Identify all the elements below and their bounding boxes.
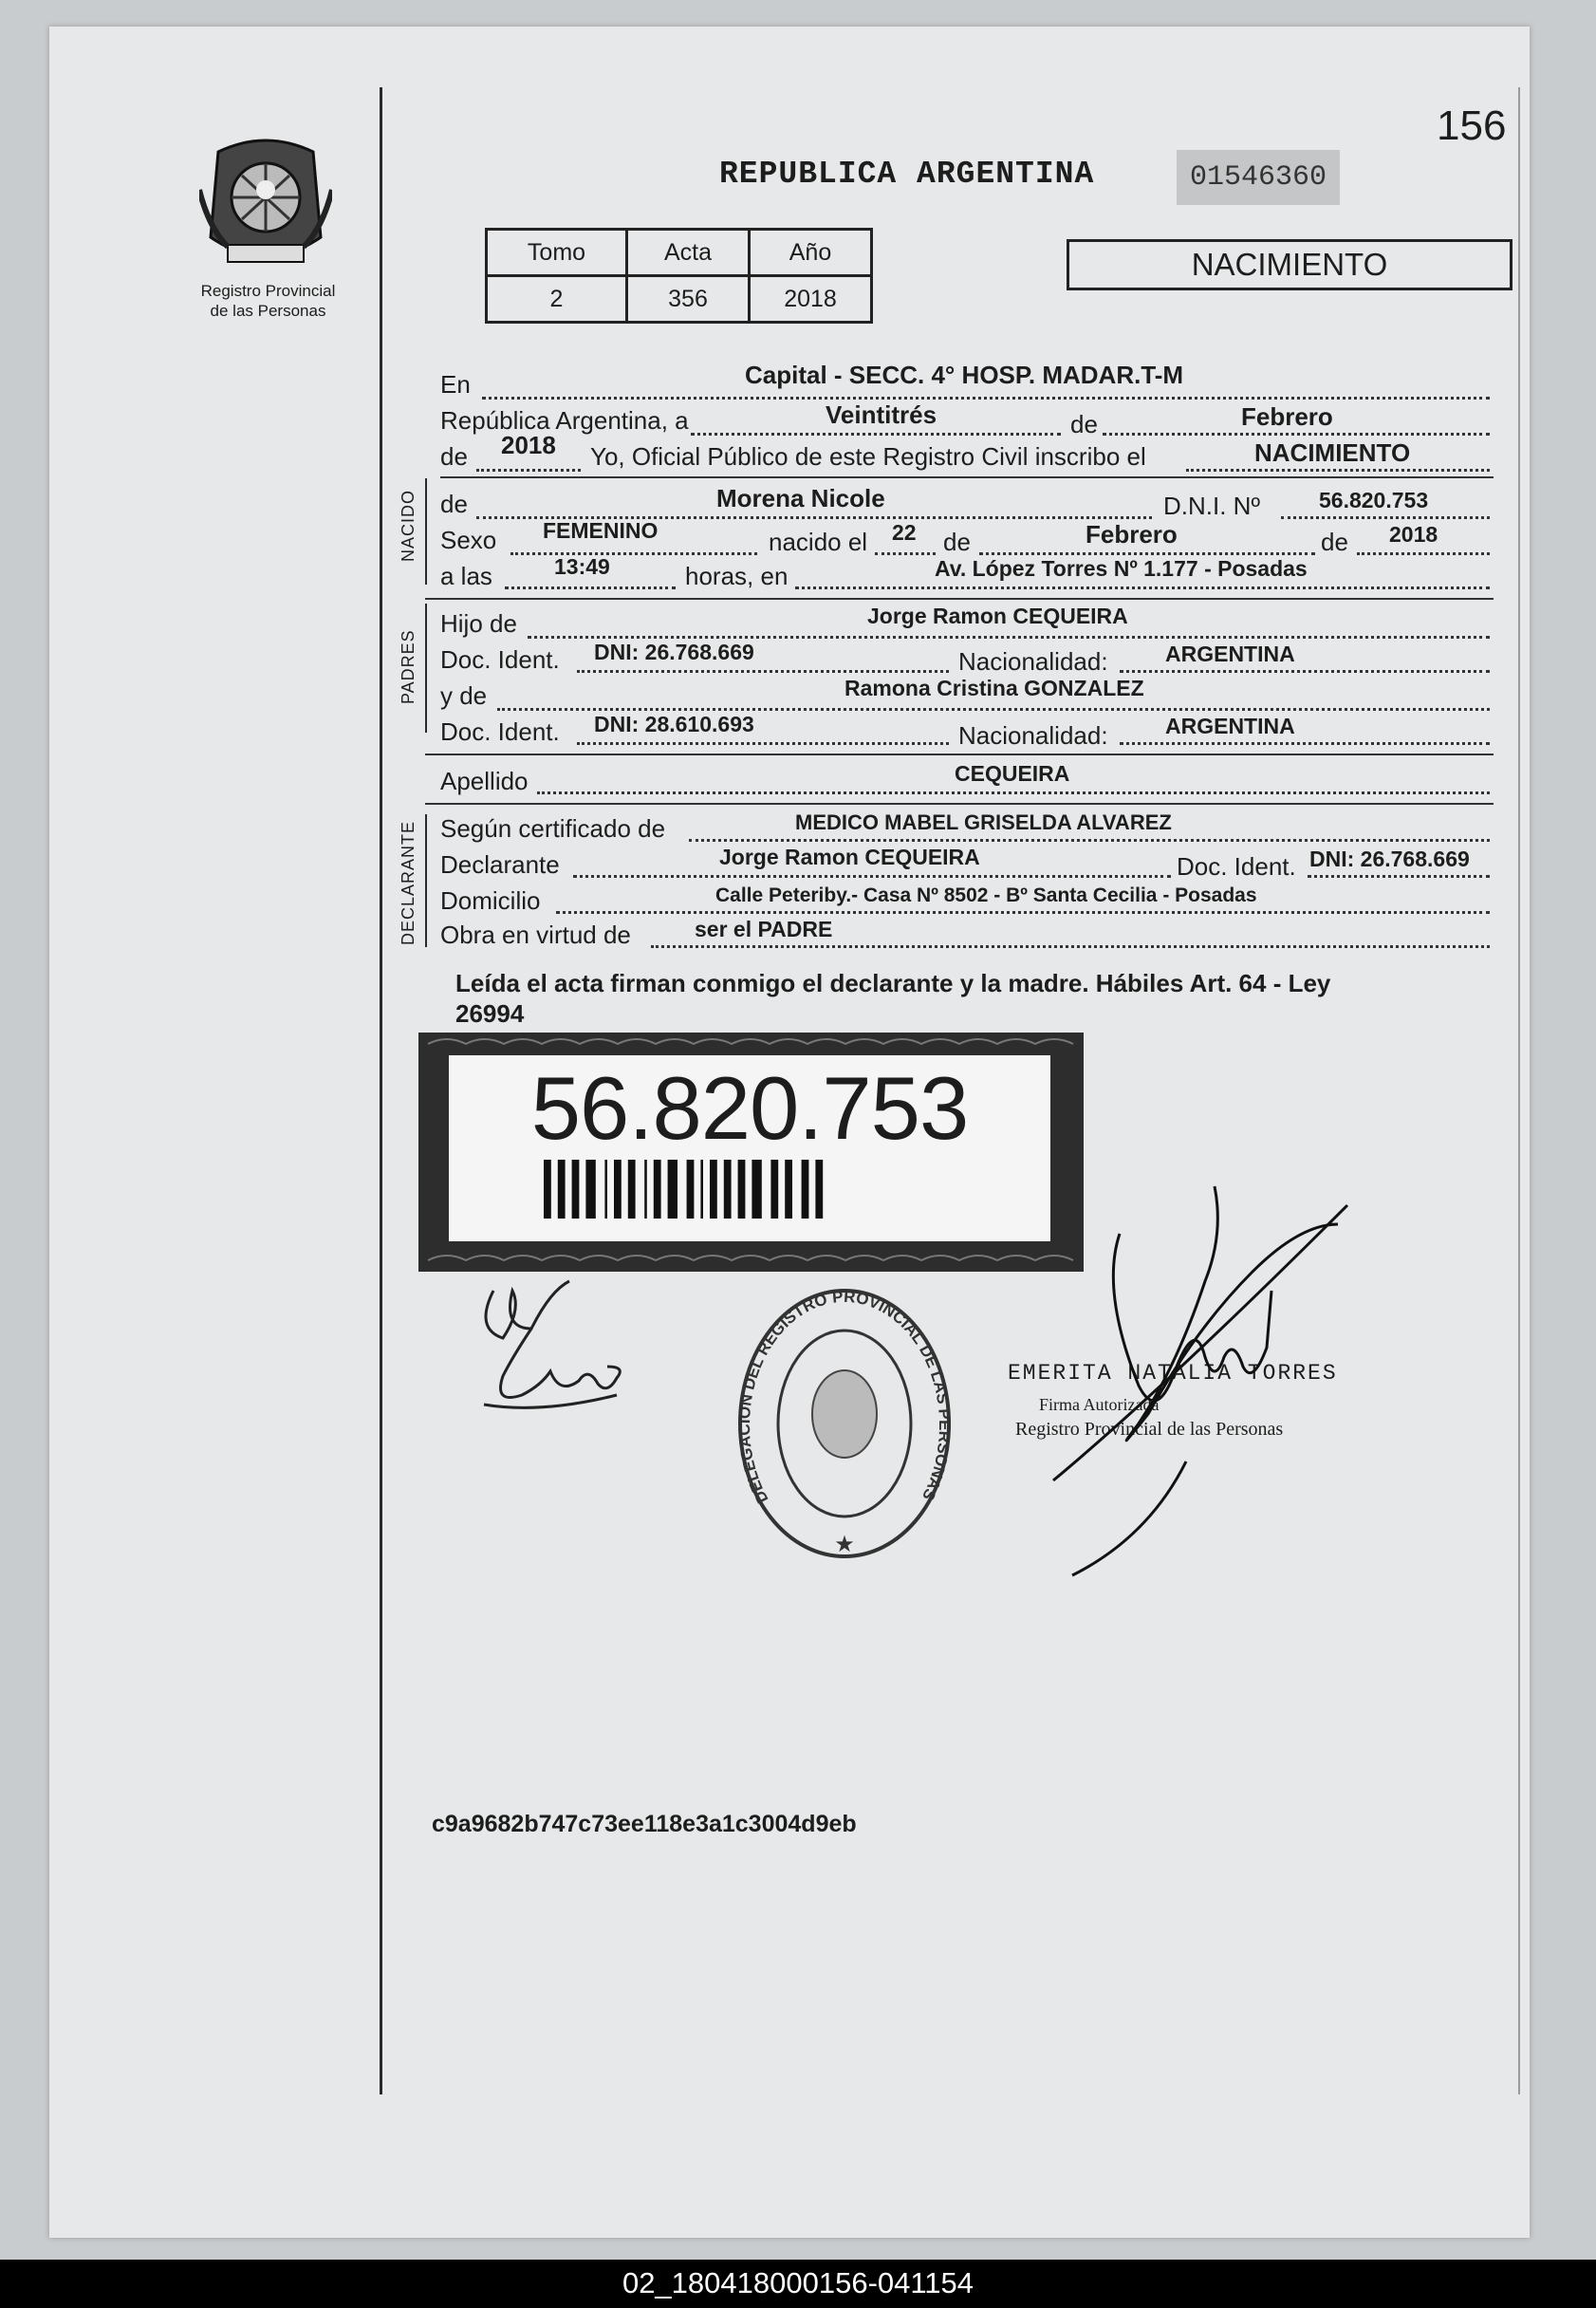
field-obra: ser el PADRE bbox=[695, 917, 833, 941]
document-hash: c9a9682b747c73ee118e3a1c3004d9eb bbox=[432, 1811, 857, 1837]
value-tomo: 2 bbox=[487, 276, 627, 323]
barcode-bar bbox=[544, 1160, 551, 1219]
barcode-bar bbox=[558, 1160, 566, 1219]
dotted-line bbox=[1120, 670, 1490, 673]
dotted-line bbox=[510, 552, 757, 555]
field-madre-doc: DNI: 28.610.693 bbox=[594, 712, 754, 736]
label-obra: Obra en virtud de bbox=[440, 921, 631, 949]
dni-sticker-number: 56.820.753 bbox=[530, 1058, 969, 1158]
registry-table-value-row bbox=[487, 276, 872, 323]
label-de-mes: de bbox=[943, 528, 971, 556]
barcode-bar bbox=[572, 1160, 580, 1219]
field-anio: 2018 bbox=[501, 431, 556, 459]
field-anio-nac: 2018 bbox=[1389, 522, 1438, 547]
country-title: REPUBLICA ARGENTINA bbox=[719, 157, 1095, 192]
official-name: EMERITA NATALIA TORRES bbox=[1008, 1361, 1338, 1386]
label-de-anio-nac: de bbox=[1321, 528, 1348, 556]
label-nacido-el: nacido el bbox=[769, 528, 868, 556]
registry-label bbox=[180, 281, 356, 321]
barcode-bar bbox=[710, 1160, 717, 1219]
barcode-bar bbox=[604, 1160, 607, 1219]
label-nac-padre: Nacionalidad: bbox=[958, 647, 1108, 676]
dotted-line bbox=[1103, 433, 1490, 436]
closing-line-2: 26994 bbox=[455, 999, 525, 1028]
dotted-line bbox=[1120, 742, 1490, 745]
label-sexo: Sexo bbox=[440, 526, 497, 554]
barcode-bar bbox=[614, 1160, 622, 1219]
label-dni: D.N.I. Nº bbox=[1163, 492, 1260, 520]
field-padre: Jorge Ramon CEQUEIRA bbox=[867, 604, 1128, 628]
barcode-bar bbox=[687, 1160, 695, 1219]
label-domicilio: Domicilio bbox=[440, 886, 541, 915]
barcode-bar bbox=[815, 1160, 823, 1219]
label-a-las: a las bbox=[440, 562, 492, 590]
barcode-bar bbox=[700, 1160, 703, 1219]
dotted-line bbox=[505, 586, 676, 589]
escudo-misiones-icon bbox=[199, 133, 332, 273]
dotted-line bbox=[1186, 469, 1490, 472]
field-domicilio: Calle Peteriby.- Casa Nº 8502 - Bº Santa Cecilia - Posadas bbox=[715, 884, 1257, 906]
label-de-nombre: de bbox=[440, 490, 468, 518]
header-anio: Año bbox=[750, 230, 872, 276]
barcode-bar bbox=[585, 1160, 595, 1219]
side-bracket bbox=[425, 604, 427, 733]
label-doc-madre: Doc. Ident. bbox=[440, 717, 560, 746]
registry-table-header-row bbox=[487, 230, 872, 276]
registry-label-line-2: de las Personas bbox=[210, 302, 326, 320]
closing-line-1: Leída el acta firman conmigo el declarante y la madre. Hábiles Art. 64 - Ley bbox=[455, 969, 1331, 997]
barcode-bar bbox=[654, 1160, 661, 1219]
field-mes: Febrero bbox=[1241, 402, 1333, 431]
field-madre-nac: ARGENTINA bbox=[1165, 714, 1295, 738]
value-acta: 356 bbox=[627, 276, 750, 323]
side-bracket bbox=[425, 814, 427, 947]
label-nac-madre: Nacionalidad: bbox=[958, 721, 1108, 750]
field-declarante-doc: DNI: 26.768.669 bbox=[1309, 847, 1470, 871]
svg-text:★: ★ bbox=[834, 1532, 855, 1557]
value-anio: 2018 bbox=[750, 276, 872, 323]
dotted-line bbox=[875, 552, 936, 555]
dotted-line bbox=[497, 708, 1490, 711]
label-en: En bbox=[440, 370, 471, 399]
official-signature bbox=[1034, 1177, 1357, 1594]
label-segun-cert: Según certificado de bbox=[440, 814, 666, 843]
side-bracket bbox=[425, 478, 427, 585]
barcode-bar bbox=[738, 1160, 746, 1219]
dotted-line bbox=[577, 670, 949, 673]
barcode-bar bbox=[752, 1160, 761, 1219]
dotted-line bbox=[482, 397, 1490, 400]
barcode-bar bbox=[628, 1160, 636, 1219]
field-hora: 13:49 bbox=[554, 554, 610, 579]
label-y-de: y de bbox=[440, 681, 488, 710]
header-tomo: Tomo bbox=[487, 230, 627, 276]
dotted-line bbox=[528, 636, 1490, 639]
field-lugar: Capital - SECC. 4° HOSP. MADAR.T-M bbox=[745, 361, 1184, 389]
field-apellido: CEQUEIRA bbox=[955, 761, 1070, 786]
side-label-nacido: NACIDO bbox=[399, 489, 418, 562]
field-sexo: FEMENINO bbox=[543, 518, 659, 543]
declarant-signature bbox=[465, 1272, 636, 1424]
label-de-anio: de bbox=[440, 442, 468, 471]
label-horas-en: horas, en bbox=[685, 562, 789, 590]
side-label-padres: PADRES bbox=[399, 629, 418, 704]
barcode-icon bbox=[544, 1160, 944, 1219]
field-certificado: MEDICO MABEL GRISELDA ALVAREZ bbox=[795, 810, 1172, 834]
seal-text: DELEGACION DEL REGISTRO PROVINCIAL DE LAS PERSONAS bbox=[734, 1287, 955, 1507]
dotted-line bbox=[795, 586, 1490, 589]
field-dni: 56.820.753 bbox=[1319, 488, 1429, 512]
closing-statement bbox=[455, 968, 1471, 1029]
field-mes-nac: Febrero bbox=[1086, 520, 1178, 549]
registry-table bbox=[485, 228, 873, 324]
dotted-line bbox=[556, 911, 1490, 914]
official-org: Registro Provincial de las Personas bbox=[1015, 1419, 1284, 1440]
dotted-line bbox=[979, 552, 1315, 555]
field-dia-nac: 22 bbox=[892, 520, 917, 545]
section-rule bbox=[425, 803, 1494, 805]
left-margin-line bbox=[380, 87, 382, 2094]
dotted-line bbox=[537, 791, 1490, 794]
side-label-declarante: DECLARANTE bbox=[399, 820, 418, 945]
official-seal bbox=[731, 1272, 958, 1566]
section-rule bbox=[425, 598, 1494, 600]
dotted-line bbox=[651, 945, 1490, 948]
field-nombre: Morena Nicole bbox=[716, 484, 885, 512]
page-number: 156 bbox=[1437, 102, 1507, 149]
label-de: de bbox=[1070, 410, 1098, 438]
dotted-line bbox=[1308, 875, 1490, 878]
dotted-line bbox=[573, 875, 1171, 878]
barcode-bar bbox=[724, 1160, 732, 1219]
header-acta: Acta bbox=[627, 230, 750, 276]
dotted-line bbox=[1281, 516, 1490, 519]
barcode-bar bbox=[770, 1160, 778, 1219]
field-lugar-nac: Av. López Torres Nº 1.177 - Posadas bbox=[935, 556, 1308, 581]
field-declarante: Jorge Ramon CEQUEIRA bbox=[719, 845, 980, 869]
field-padre-doc: DNI: 26.768.669 bbox=[594, 640, 754, 664]
dotted-line bbox=[691, 433, 1061, 436]
dotted-line bbox=[577, 742, 949, 745]
label-republica: República Argentina, a bbox=[440, 406, 689, 435]
label-hijo-de: Hijo de bbox=[440, 609, 517, 638]
section-rule bbox=[425, 754, 1494, 755]
registry-label-line-1: Registro Provincial bbox=[200, 282, 336, 300]
label-oficial: Yo, Oficial Público de este Registro Civil inscribo el bbox=[590, 442, 1146, 471]
dotted-line bbox=[1357, 552, 1490, 555]
barcode-bar bbox=[785, 1160, 792, 1219]
label-doc-padre: Doc. Ident. bbox=[440, 645, 560, 674]
right-margin-line bbox=[1518, 87, 1520, 2094]
scan-file-id: 02_180418000156-041154 bbox=[622, 2266, 974, 2299]
field-dia-letras: Veintitrés bbox=[826, 400, 937, 429]
label-doc-declarante: Doc. Ident. bbox=[1177, 852, 1296, 881]
field-madre: Ramona Cristina GONZALEZ bbox=[844, 676, 1144, 700]
serial-number: 01546360 bbox=[1177, 150, 1340, 205]
barcode-bar bbox=[668, 1160, 677, 1219]
barcode-bar bbox=[802, 1160, 809, 1219]
field-acto: NACIMIENTO bbox=[1254, 438, 1411, 467]
document-type-box: NACIMIENTO bbox=[1067, 239, 1512, 290]
dotted-line bbox=[476, 469, 581, 472]
official-role: Firma Autorizada bbox=[1039, 1395, 1160, 1414]
label-declarante: Declarante bbox=[440, 850, 560, 879]
label-apellido: Apellido bbox=[440, 767, 529, 795]
dotted-line bbox=[689, 839, 1490, 842]
barcode-bar bbox=[644, 1160, 647, 1219]
field-padre-nac: ARGENTINA bbox=[1165, 642, 1295, 666]
section-rule bbox=[440, 476, 1494, 478]
